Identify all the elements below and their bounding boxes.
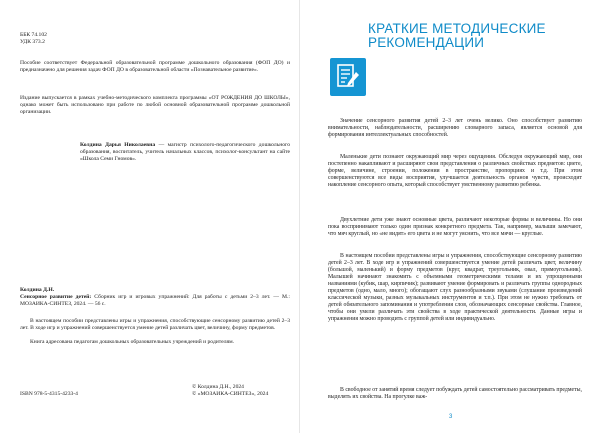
- udk-code: УДК 373.2: [20, 39, 45, 45]
- header-line-1: КРАТКИЕ МЕТОДИЧЕСКИЕ: [368, 21, 546, 36]
- body-paragraph-1: Значение сенсорного развития детей 2–3 лет очень велико. Оно способствует развитию внимательности, наблюдательности, расширению словарного запаса, является основой для формирования интеллектуальных способностей.: [328, 118, 582, 139]
- card-description: [20, 294, 290, 308]
- card-title-bold: Сенсорное развитие детей:: [20, 294, 92, 300]
- body-paragraph-4: В настоящем пособии представлены игры и упражнения, способствующие сенсорному развитию детей 2–3 лет. В ходе игр и упражнений совершенствуется умение детей различать цвет, величину (большой, маленький) и форму предметов (круг, квадрат, треугольник, овал, прямоугольник). Малышей начинают знакомить с объемными геометрическими телами и их упрощенными названиями (кубик, шар, кирпичик); развивают умение формировать и различать группы однородных предметов (одно, мало, много); обогащают слух разнообразными звуками (слушание произведений классической музыки, разных музыкальных инструментов и т.п.). При этом не нужно требовать от детей обязательного запоминания и употребления слов, обозначающих сенсорные свойства. Главное, чтобы они умели различать эти свойства в ходе практической деятельности. Данные игры и упражнения можно проводить с группой детей или индивидуально.: [328, 253, 582, 323]
- body-paragraph-3: Двухлетние дети уже знают основные цвета, различают некоторые формы и величины. Но они пока воспринимают только один признак конкретного предмета. Так, например, малыши замечают, что мяч круглый, но «не видят» его цвета и не могут уяснить, что все мячи — круглые.: [328, 217, 582, 238]
- card-paragraph-2: В настоящем пособии представлены игры и упражнения, способствующие сенсорному развитию детей 2–3 лет. В ходе игр и упражнений совершенствуется умение детей различать цвет, величину, форму предметов.: [20, 318, 290, 331]
- copyright-publisher: © «МОЗАИКА-СИНТЕЗ», 2024: [192, 391, 269, 397]
- isbn: ISBN 978-5-4315-4233-4: [20, 391, 78, 397]
- bbk-code: ББК 74.102: [20, 32, 47, 38]
- card-paragraph-3: Книга адресована педагогам дошкольных образовательных учреждений и родителям.: [30, 339, 235, 345]
- copyright-block: [192, 384, 302, 398]
- card-author: Колдина Д.Н.: [20, 287, 55, 293]
- author-bio: — магистр психолого-педагогического дошкольного образования, воспитатель, учитель начальных классов, психолог-консультант на сайте «Школа Семи Гномов».: [80, 142, 290, 162]
- card-title-rest: Сборник игр и игровых упражнений: Для работы с детьми 2–3 лет. — М.: МОЗАИКА-СИНТЕЗ, 2024. — 56 с.: [20, 294, 290, 307]
- header-line-2: РЕКОМЕНДАЦИИ: [368, 35, 485, 50]
- bbk-udk-block: [20, 32, 140, 46]
- page-number: 3: [449, 414, 453, 420]
- body-paragraph-5: В свободное от занятий время следует побуждать детей самостоятельно рассматривать предметы, выделять их свойства. На прогулке важ-: [328, 387, 582, 401]
- body-paragraph-2: Маленькие дети познают окружающий мир через ощущения. Обследуя окружающий мир, они постепенно накапливают и расширяют свои представления о различных свойствах предметов: цвете, форме, величине, строении, положении в пространстве, пропорциях и т.д. При этом совершенствуются все виды восприятия, улучшается деятельность органов чувств, происходит накопление сенсорного опыта, который способствует умственному развитию ребенка.: [328, 154, 582, 189]
- section-header: [368, 22, 598, 50]
- author-note: [80, 142, 290, 163]
- intro-paragraph: Пособие соответствует Федеральной образовательной программе дошкольного образования (ФОП ДО) и предназначено для решения задач ФОП ДО в образовательной области «Познавательное развитие».: [20, 60, 290, 73]
- copyright-author: © Колдина Д.Н., 2024: [192, 384, 244, 390]
- edition-paragraph: Издание выпускается в рамках учебно-методического комплекта программы «ОТ РОЖДЕНИЯ ДО ШКОЛЫ», однако может быть использовано при работе по любой основной образовательной программе дошкольной организации.: [20, 95, 290, 115]
- author-name: Колдина Дарья Николаевна: [80, 142, 156, 148]
- document-pencil-icon: [330, 58, 366, 96]
